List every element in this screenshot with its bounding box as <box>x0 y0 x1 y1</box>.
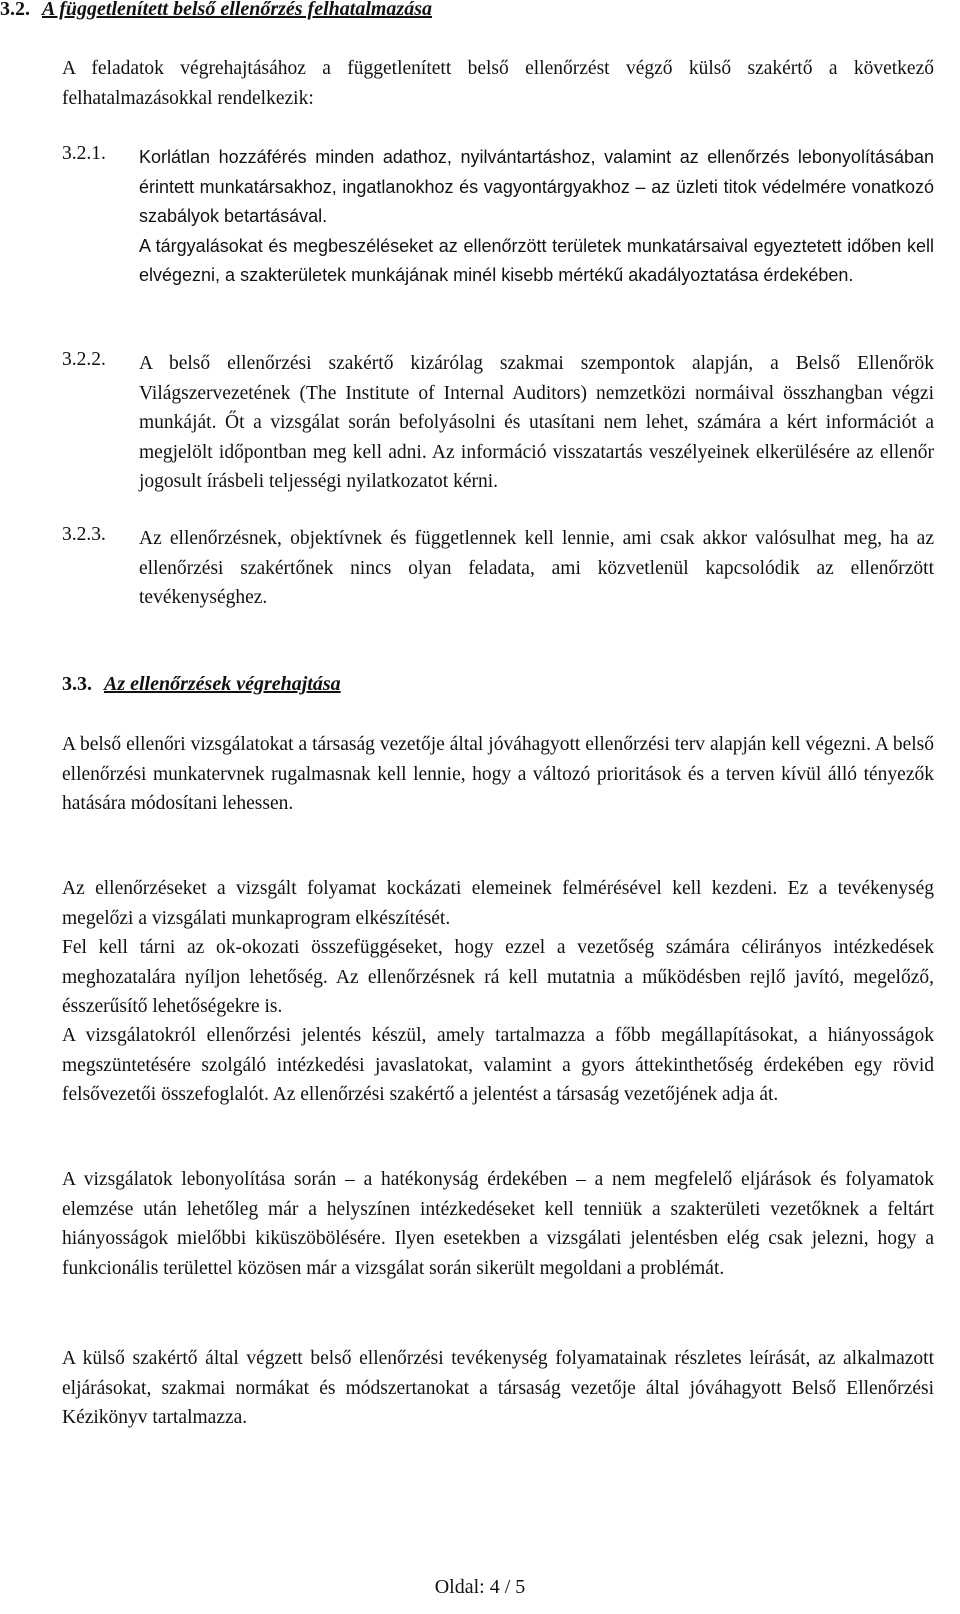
item-text: Az ellenőrzésnek, objektívnek és függetlennek kell lennie, ami csak akkor valósulhat meg, ha az ellenőrzési szakértőnek nincs olyan feladata, ami közvetlenül kapcsolódik az ellenőrzött tevékenységhez. <box>139 528 934 608</box>
paragraph: Az ellenőrzéseket a vizsgált folyamat kockázati elemeinek felmérésével kell kezdeni. Ez a tevékenység megelőzi a vizsgálati munkaprogram elkészítését. <box>62 878 934 929</box>
paragraph: A vizsgálatok lebonyolítása során – a hatékonyság érdekében – a nem megfelelő eljárások és folyamatok elemzése után lehetőleg már a helyszínen intézkedéseket kell tenniük a szakterületi vezetőknek a feltárt hiányosságok mielőbbi kiküszöbölésére. Ilyen esetekben a vizsgálati jelentésben elég csak jelezni, hogy a funkcionális területtel közösen már a vizsgálat során sikerült megoldani a problémát. <box>62 1169 934 1279</box>
section-number: 3.3. <box>62 673 92 695</box>
list-item-3-2-2 <box>62 349 934 497</box>
list-item-3-2-1 <box>62 143 934 291</box>
item-text-continued: A tárgyalásokat és megbeszéléseket az ellenőrzött területek munkatársaival egyeztetett időben kell elvégezni, a szakterületek munkájának minél kisebb mértékű akadályoztatása érdekében. <box>139 235 934 285</box>
section-intro: A feladatok végrehajtásához a függetlenített belső ellenőrzést végző külső szakértő a következő felhatalmazásokkal rendelkezik: <box>62 58 934 109</box>
paragraph: A belső ellenőri vizsgálatokat a társaság vezetője által jóváhagyott ellenőrzési terv alapján kell végezni. A belső ellenőrzési munkatervnek rugalmasnak kell lennie, hogy a változó prioritások és a terven kívül álló tényezők hatására módosítani lehessen. <box>62 734 934 814</box>
item-text: A belső ellenőrzési szakértő kizárólag szakmai szempontok alapján, a Belső Ellenőrök Világszervezetének (The Institute of Internal Auditors) nemzetközi normáival összhangban végzi munkáját. Őt a vizsgálat során befolyásolni és utasítani nem lehet, számára a kért információt a megjelölt időpontban meg kell adni. Az információ visszatartás veszélyeinek elkerülésére az ellenőr jogosult írásbeli teljességi nyilatkozatot kérni. <box>139 353 934 492</box>
item-number: 3.2.3. <box>62 524 106 545</box>
paragraph: Fel kell tárni az ok-okozati összefüggéseket, hogy ezzel a vezetőség számára célirányos intézkedések meghozatalára nyíljon lehetőség. Az ellenőrzésnek rá kell mutatnia a működésben rejlő javító, megelőző, ésszerűsítő lehetőségekre is. <box>62 937 934 1017</box>
paragraph: A vizsgálatokról ellenőrzési jelentés készül, amely tartalmazza a főbb megállapításokat, a hiányosságok megszüntetésére szolgáló intézkedési javaslatokat, valamint a gyors áttekinthetőség érdekében egy rövid felsővezetői összefoglalót. Az ellenőrzési szakértő a jelentést a társaság vezetőjének adja át. <box>62 1025 934 1105</box>
section-number: 3.2. <box>0 0 30 20</box>
section-heading-3-3 <box>62 673 960 696</box>
item-number: 3.2.1. <box>62 143 106 164</box>
item-number: 3.2.2. <box>62 349 106 370</box>
paragraph: A külső szakértő által végzett belső ellenőrzési tevékenység folyamatainak részletes leírását, az alkalmazott eljárásokat, szakmai normákat és módszertanokat a társaság vezetője által jóváhagyott Belső Ellenőrzési Kézikönyv tartalmazza. <box>62 1348 934 1428</box>
section-heading-3-2 <box>0 0 960 21</box>
item-text: Korlátlan hozzáférés minden adathoz, nyilvántartáshoz, valamint az ellenőrzés lebonyolításában érintett munkatársakhoz, ingatlanokhoz és vagyontárgyakhoz – az üzleti titok védelmére vonatkozó szabályok betartásával. <box>139 147 934 226</box>
section-title: A függetlenített belső ellenőrzés felhatalmazása <box>42 0 432 20</box>
list-item-3-2-3 <box>62 524 934 613</box>
page-number: Oldal: 4 / 5 <box>434 1576 526 1598</box>
section-title: Az ellenőrzések végrehajtása <box>104 673 341 695</box>
